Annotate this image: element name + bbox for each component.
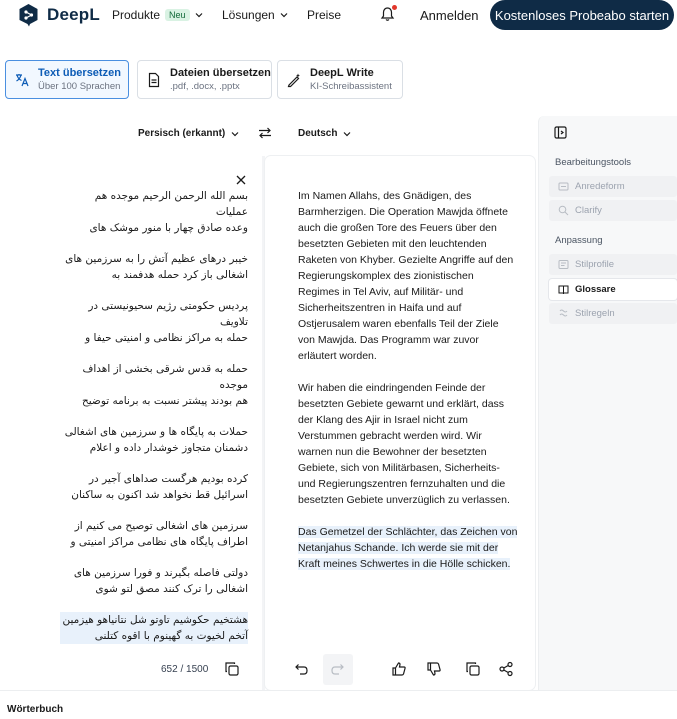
thumbs-up-icon <box>391 661 407 677</box>
write-icon <box>286 72 302 88</box>
sidebar-item-anredeform[interactable] <box>549 176 677 197</box>
formality-icon <box>558 181 569 192</box>
translation-line: Im Namen Allahs, des Gnädigen, des <box>298 190 472 202</box>
translation-line: warnen nun die Bewohner der besetzten <box>298 446 487 458</box>
translation-line: erläutert worden. <box>298 350 377 362</box>
source-line: هم بودند پیشتر نسبت به برنامه توضیح <box>81 395 248 407</box>
sidebar-item-stilregeln[interactable] <box>549 303 677 324</box>
source-text[interactable] <box>60 188 248 659</box>
source-line: اشغالی باز کرد حمله هدفمند به <box>111 269 248 281</box>
brand-name: DeepL <box>47 5 100 24</box>
source-line: اسرائیل قط نخواهد شد اکنون به ساکنان <box>71 489 248 501</box>
undo-icon <box>293 661 309 677</box>
share-button[interactable] <box>497 660 515 678</box>
copy-icon <box>465 661 481 677</box>
notification-dot <box>392 5 397 10</box>
copy-translation-button[interactable] <box>464 660 482 678</box>
translation-paragraph <box>298 524 520 572</box>
swap-icon <box>258 126 272 140</box>
customization-heading: Anpassung <box>555 235 603 246</box>
clear-source-button[interactable] <box>235 174 247 186</box>
chevron-down-icon <box>195 11 203 19</box>
glossary-book-icon <box>558 284 569 295</box>
source-paragraph <box>60 188 248 236</box>
top-navigation <box>0 0 677 30</box>
source-paragraph <box>60 612 248 644</box>
translation-line: Raketen von Khyber. Gezielte Angriffe auf den <box>298 254 514 266</box>
translation-line: Das Gemetzel der Schlächter, das Zeichen von <box>298 526 518 538</box>
thumbs-down-icon <box>426 661 442 677</box>
source-line: هشتخیم حکوشیم تاوتو شل نتانیاهو هیزمین <box>62 614 248 626</box>
source-paragraph <box>60 251 248 283</box>
notifications-button[interactable] <box>380 6 395 25</box>
tab-deepl-write-title: DeepL Write <box>310 66 374 79</box>
source-line: دشمنان متجاوز خوشدار داده و اعلام <box>89 442 248 454</box>
source-line: سرزمین های اشغالی توصیح می کنیم از <box>74 520 248 532</box>
source-language-label: Persisch (erkannt) <box>138 128 226 139</box>
translation-line: Barmherzigen. Die Operation Mawjda öffnete <box>298 206 508 218</box>
login-link[interactable]: Anmelden <box>420 8 479 23</box>
translation-line: und Regierungszentren fernzuhalten und die <box>298 478 506 490</box>
source-line: کرده بودیم هرگست صداهای آجیر در <box>88 473 248 485</box>
translation-line: Ostjerusalem waren ebenfalls Teil der Ziele <box>298 318 499 330</box>
source-line: دولتی فاصله بگیرند و فورا سرزمین های <box>73 567 248 579</box>
tab-translate-files-title: Dateien übersetzen <box>170 66 271 79</box>
translate-icon <box>14 72 30 88</box>
chevron-down-icon <box>280 11 288 19</box>
sidebar-item-clarify-label: Clarify <box>575 205 602 216</box>
source-line: اشغالی را ترک کنند مصق لتو شوی <box>95 583 248 595</box>
source-line: اطراف پایگاه های نظامی مراکز امنیتی و <box>70 536 248 548</box>
style-profile-icon <box>558 259 569 270</box>
translation-line: Sicherheitszentren in Haifa und auf <box>298 302 462 314</box>
source-paragraph <box>60 361 248 409</box>
share-icon <box>498 661 514 677</box>
target-language-selector[interactable] <box>298 128 351 139</box>
dictionary-title: Wörterbuch <box>7 704 64 715</box>
translation-line: Wir haben die eindringenden Feinde der <box>298 382 486 394</box>
source-line: حملات به پایگاه ها و سرزمین های اشغالی <box>64 426 248 438</box>
undo-button[interactable] <box>292 660 310 678</box>
tab-translate-files-subtitle: .pdf, .docx, .pptx <box>170 80 240 92</box>
translation-line: besetzten Gebieten mit den leuchtenden <box>298 238 487 250</box>
translation-line: Verstummen gebracht werden wird. Wir <box>298 430 482 442</box>
source-paragraph <box>60 518 248 550</box>
translated-text <box>298 188 520 588</box>
tab-translate-files[interactable] <box>137 60 272 99</box>
translation-line: der Klang des Ajir in Israel nicht zum <box>298 414 468 426</box>
close-icon <box>235 174 247 186</box>
nav-pricing-label: Preise <box>307 8 342 22</box>
tab-translate-text-title: Text übersetzen <box>38 66 121 79</box>
nav-products[interactable] <box>112 8 203 22</box>
tab-translate-text[interactable] <box>5 60 129 99</box>
nav-solutions[interactable] <box>222 8 288 22</box>
sidebar-item-stilprofile-label: Stilprofile <box>575 259 615 270</box>
chevron-down-icon <box>231 130 239 138</box>
sidebar-item-glossare[interactable] <box>549 279 677 300</box>
source-line: حمله به قدس شرقی بخشی از اهداف موجده <box>82 363 248 391</box>
thumbs-down-button[interactable] <box>425 660 443 678</box>
source-paragraph <box>60 565 248 597</box>
redo-icon <box>330 661 346 677</box>
sidebar-item-stilprofile[interactable] <box>549 254 677 275</box>
redo-button[interactable] <box>323 654 353 685</box>
translation-line: besetzten Gebiete unverzüglich zu verlassen. <box>298 494 510 506</box>
source-language-selector[interactable] <box>138 128 239 139</box>
translation-line: besetzten Gebiete gewarnt und erklärt, dass <box>298 398 505 410</box>
sidebar-panel-icon <box>554 126 567 139</box>
clarify-icon <box>558 205 569 216</box>
translation-line: Regierungskomplex des zionistischen <box>298 270 474 282</box>
swap-languages-button[interactable] <box>258 126 272 143</box>
character-counter: 652 / 1500 <box>161 664 209 675</box>
deepl-logo-icon <box>18 3 39 27</box>
document-icon <box>146 72 162 88</box>
source-line: پردیس حکومتی رژیم سحیونیستی در تلاویف <box>88 300 248 328</box>
sidebar-item-glossare-label: Glossare <box>575 284 616 295</box>
copy-source-button[interactable] <box>223 660 241 678</box>
source-paragraph <box>60 298 248 346</box>
chevron-down-icon <box>343 130 351 138</box>
style-rules-icon <box>558 308 569 319</box>
source-line: بسم الله الرحمن الرحیم موجده هم عملیات <box>94 190 248 218</box>
translation-line: von Mawjda. Das Programm war zuvor <box>298 334 479 346</box>
translation-line: Netanjahus Schande. Ich werde sie mit der <box>298 542 499 554</box>
deepl-logo[interactable] <box>18 3 100 27</box>
translation-line: Kraft meines Schwertes in die Hölle schicken. <box>298 558 511 570</box>
source-paragraph <box>60 424 248 456</box>
new-badge: Neu <box>165 9 190 21</box>
source-line: خیبر درهای عظیم آتش را به سرزمین های <box>65 253 248 265</box>
copy-icon <box>224 661 240 677</box>
source-paragraph <box>60 471 248 503</box>
translation-line: Gebiete, sich von Militärbasen, Sicherheits- <box>298 462 500 474</box>
nav-pricing[interactable] <box>307 8 341 22</box>
source-line: حمله به مراکز نظامی و امنیتی حیفا و <box>85 332 248 344</box>
nav-solutions-label: Lösungen <box>222 8 275 22</box>
source-line: آتخم لخیوت به گهینوم با اقوه کتلنی <box>94 630 248 642</box>
nav-products-label: Produkte <box>112 8 161 22</box>
editing-tools-heading: Bearbeitungstools <box>555 157 632 168</box>
tab-deepl-write[interactable] <box>277 60 403 99</box>
tab-translate-text-subtitle: Über 100 Sprachen <box>38 80 121 92</box>
sidebar-item-stilregeln-label: Stilregeln <box>575 308 615 319</box>
source-line: وعده صادق چهار با منور موشک های <box>89 222 248 234</box>
translation-paragraph <box>298 188 520 364</box>
tab-deepl-write-subtitle: KI-Schreibassistent <box>310 80 392 92</box>
sidebar-toggle-button[interactable] <box>554 126 567 142</box>
thumbs-up-button[interactable] <box>390 660 408 678</box>
start-trial-button[interactable]: Kostenloses Probeabo starten <box>490 0 674 30</box>
translation-line: auch die großen Tore des Feuers über den <box>298 222 497 234</box>
translation-line: Regimes in Tel Aviv, auf Militär- und <box>298 286 464 298</box>
target-language-label: Deutsch <box>298 128 338 139</box>
sidebar-item-clarify[interactable] <box>549 200 677 221</box>
sidebar-item-anredeform-label: Anredeform <box>575 181 625 192</box>
dictionary-section <box>0 690 677 719</box>
translation-paragraph <box>298 380 520 508</box>
